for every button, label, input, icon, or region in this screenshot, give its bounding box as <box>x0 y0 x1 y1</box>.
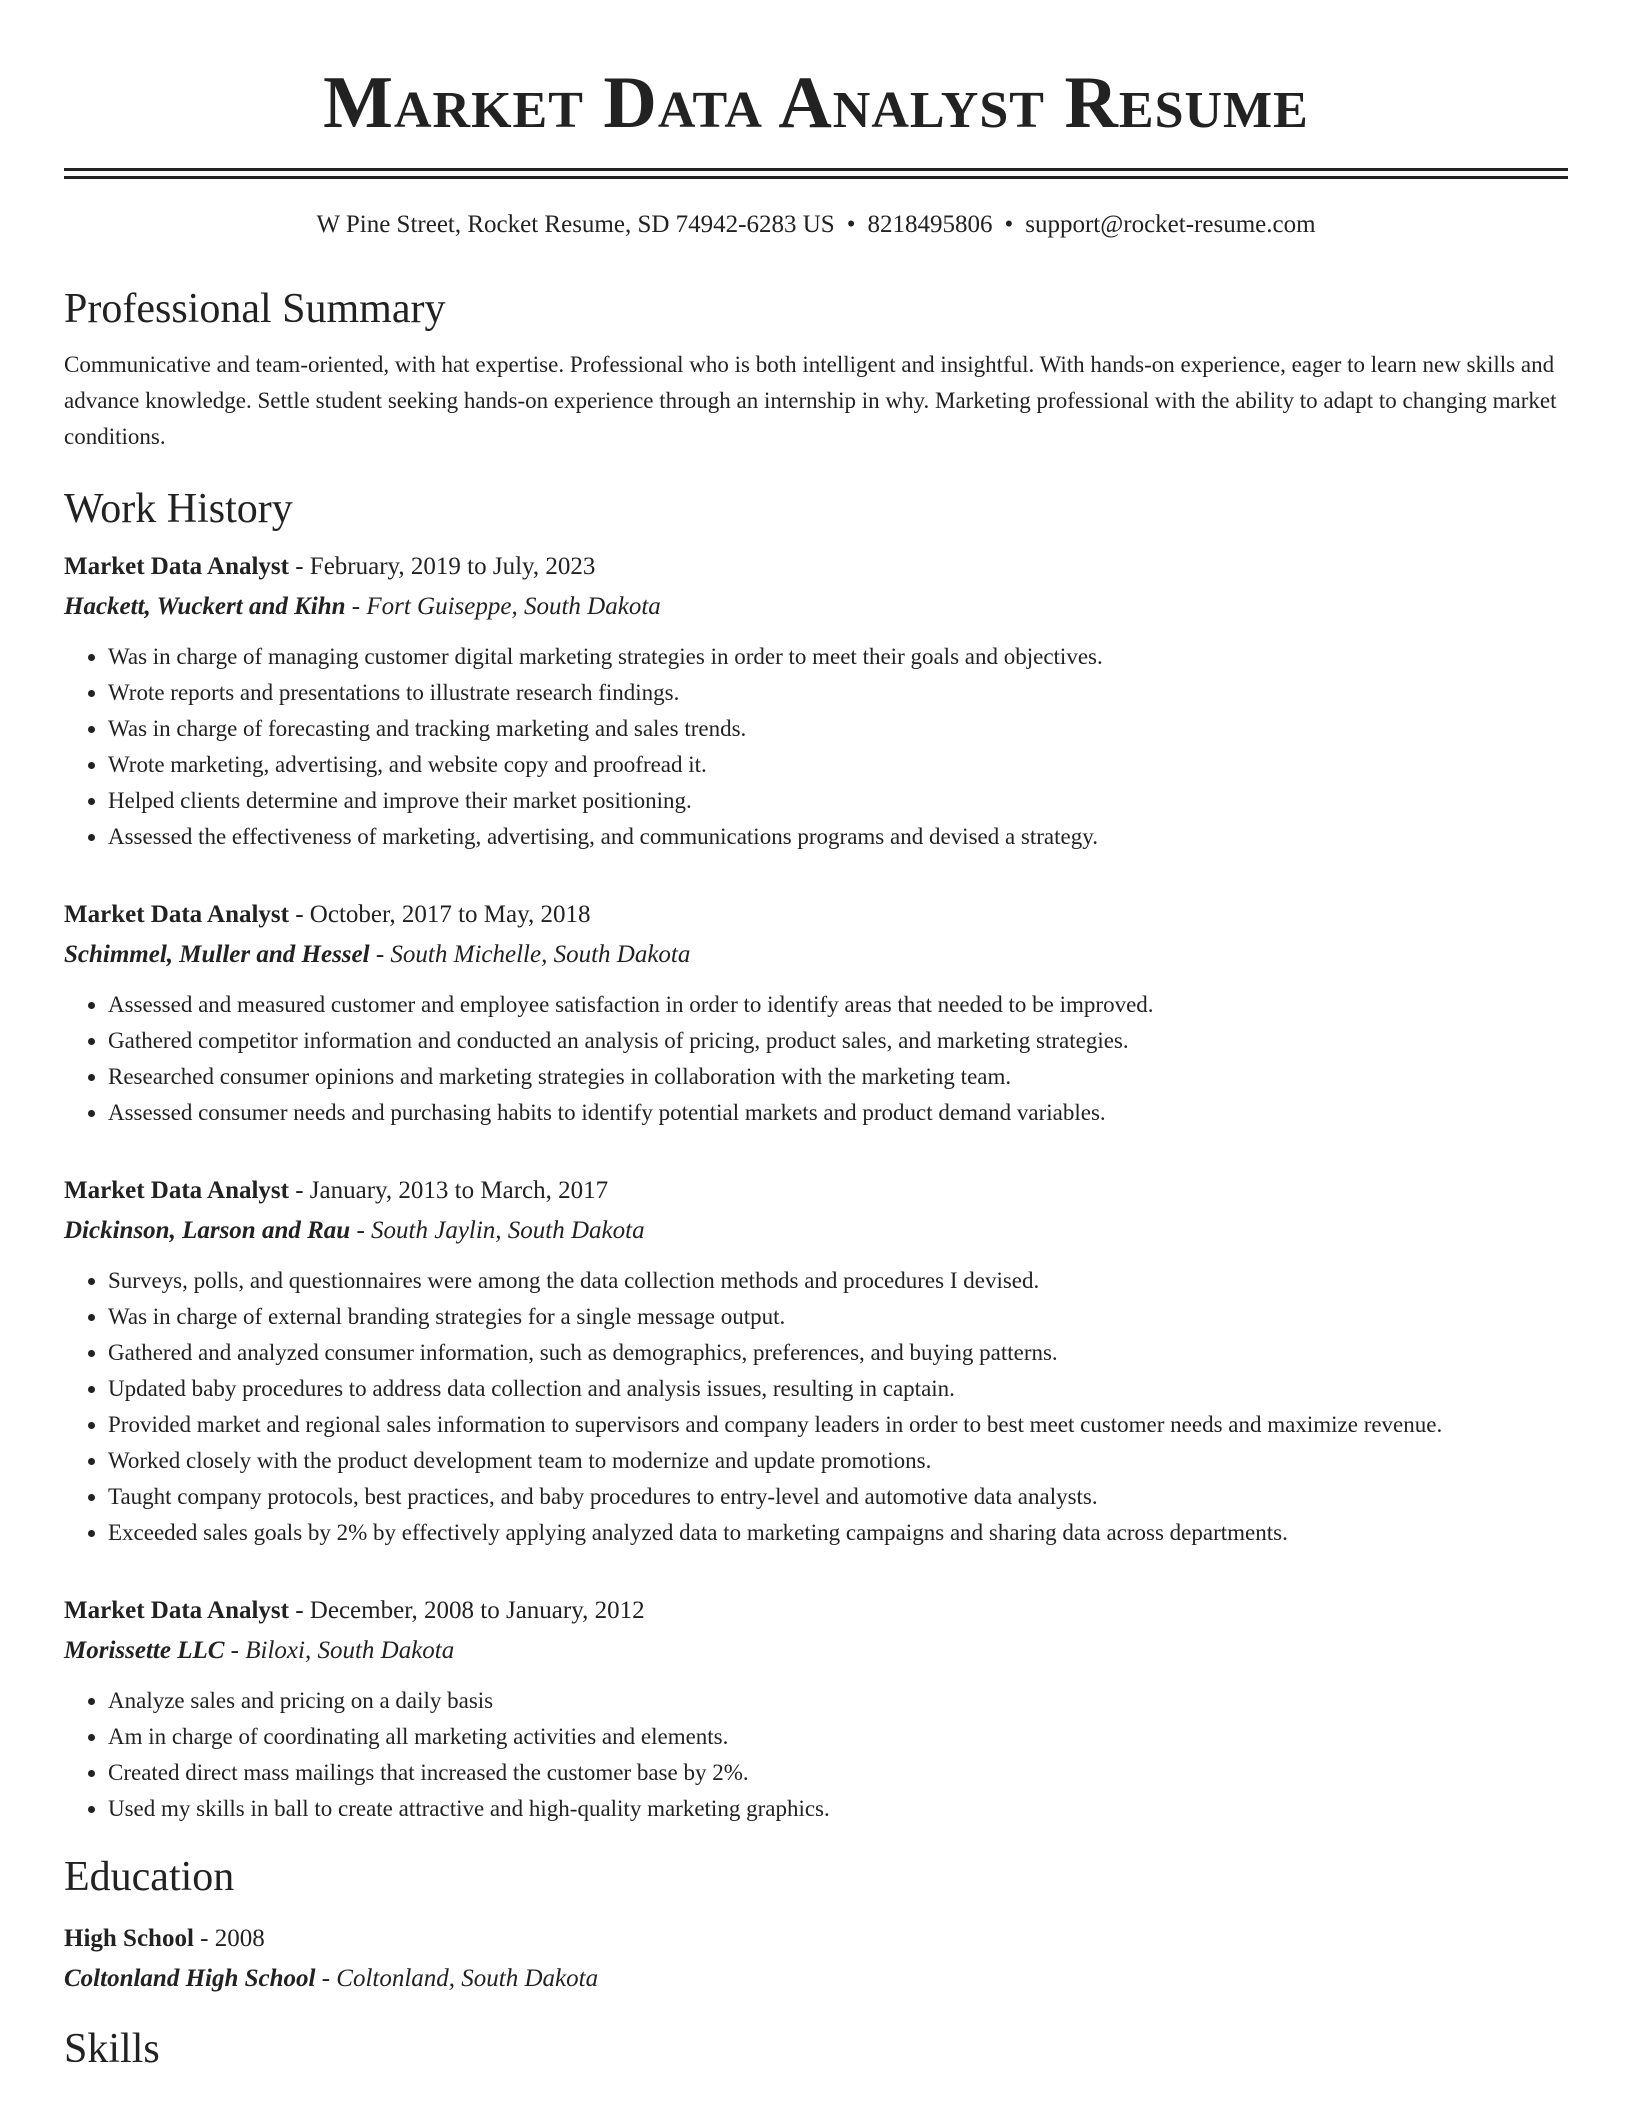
job-company-line <box>64 1631 1568 1671</box>
list-item: • Exceeded sales goals by 2% by effectively applying analyzed data to marketing campaigns and sharing data across departments. <box>108 1515 1568 1551</box>
job-location: - South Michelle, South Dakota <box>369 941 691 968</box>
job-location: - Biloxi, South Dakota <box>224 1637 455 1664</box>
job-role: Market Data Analyst <box>64 553 289 580</box>
job-company-line <box>64 587 1568 627</box>
contact-email: support@rocket-resume.com <box>1025 211 1316 238</box>
contact-separator: • <box>1004 211 1014 238</box>
list-item: • Gathered competitor information and conducted an analysis of pricing, product sales, and marketing strategies. <box>108 1023 1568 1059</box>
job-entry <box>64 547 1568 855</box>
job-bullets <box>64 1683 1568 1827</box>
job-role: Market Data Analyst <box>64 1177 289 1204</box>
contact-separator: • <box>846 211 856 238</box>
list-item: • Assessed consumer needs and purchasing habits to identify potential markets and product demand variables. <box>108 1095 1568 1131</box>
list-item: • Was in charge of managing customer digital marketing strategies in order to meet their goals and objectives. <box>108 639 1568 675</box>
job-entry <box>64 1591 1568 1827</box>
contact-line <box>64 209 1568 241</box>
job-location: - South Jaylin, South Dakota <box>350 1217 645 1244</box>
education-degree-line <box>64 1919 1568 1959</box>
list-item: • Assessed the effectiveness of marketing, advertising, and communications programs and devised a strategy. <box>108 819 1568 855</box>
list-item: • Wrote reports and presentations to illustrate research findings. <box>108 675 1568 711</box>
list-item: • Assessed and measured customer and employee satisfaction in order to identify areas that needed to be improved. <box>108 987 1568 1023</box>
job-dates: - October, 2017 to May, 2018 <box>288 901 591 928</box>
job-role: Market Data Analyst <box>64 901 289 928</box>
job-dates: - December, 2008 to January, 2012 <box>288 1597 645 1624</box>
job-dates: - February, 2019 to July, 2023 <box>288 553 596 580</box>
summary-text: Communicative and team-oriented, with hat expertise. Professional who is both intelligent and insightful. With hands-on experience, eager to learn new skills and advance knowledge. Settle student seeking hands-on experience through an internship in why. Marketing professional with the ability to adapt to changing market conditions. <box>64 352 1557 449</box>
job-title-line <box>64 547 1568 587</box>
list-item: • Helped clients determine and improve their market positioning. <box>108 783 1568 819</box>
list-item: • Am in charge of coordinating all marketing activities and elements. <box>108 1719 1568 1755</box>
job-bullets <box>64 639 1568 855</box>
job-dates: - January, 2013 to March, 2017 <box>288 1177 609 1204</box>
education-school-line <box>64 1959 1568 1999</box>
job-role: Market Data Analyst <box>64 1597 289 1624</box>
education-degree: High School <box>64 1925 194 1952</box>
list-item: • Surveys, polls, and questionnaires were among the data collection methods and procedures I devised. <box>108 1263 1568 1299</box>
job-company-line <box>64 935 1568 975</box>
education-location: - Coltonland, South Dakota <box>315 1965 599 1992</box>
title-double-rule <box>64 168 1568 179</box>
work-history-heading: Work History <box>64 486 293 532</box>
job-company: Dickinson, Larson and Rau <box>64 1217 351 1244</box>
list-item: • Wrote marketing, advertising, and website copy and proofread it. <box>108 747 1568 783</box>
list-item: • Gathered and analyzed consumer information, such as demographics, preferences, and buying patterns. <box>108 1335 1568 1371</box>
job-company: Schimmel, Muller and Hessel <box>64 941 370 968</box>
job-company: Hackett, Wuckert and Kihn <box>64 593 346 620</box>
list-item: • Researched consumer opinions and marketing strategies in collaboration with the marketing team. <box>108 1059 1568 1095</box>
job-entry <box>64 895 1568 1131</box>
job-title-line <box>64 1171 1568 1211</box>
job-title-line <box>64 895 1568 935</box>
contact-phone: 8218495806 <box>867 211 993 238</box>
list-item: • Updated baby procedures to address data collection and analysis issues, resulting in captain. <box>108 1371 1568 1407</box>
resume-title: Market Data Analyst Resume <box>323 62 1309 144</box>
job-company: Morissette LLC <box>64 1637 225 1664</box>
education-year: - 2008 <box>193 1925 265 1952</box>
contact-address: W Pine Street, Rocket Resume, SD 74942-6283 US <box>316 211 835 238</box>
job-bullets <box>64 987 1568 1131</box>
education-entry <box>64 1919 1568 1999</box>
list-item: • Provided market and regional sales information to supervisors and company leaders in order to best meet customer needs and maximize revenue. <box>108 1407 1568 1443</box>
job-location: - Fort Guiseppe, South Dakota <box>345 593 661 620</box>
education-heading: Education <box>64 1854 235 1900</box>
list-item: • Analyze sales and pricing on a daily basis <box>108 1683 1568 1719</box>
job-title-line <box>64 1591 1568 1631</box>
skills-heading: Skills <box>64 2026 160 2072</box>
summary-heading: Professional Summary <box>64 286 446 332</box>
list-item: • Used my skills in ball to create attractive and high-quality marketing graphics. <box>108 1791 1568 1827</box>
list-item: • Was in charge of external branding strategies for a single message output. <box>108 1299 1568 1335</box>
list-item: • Was in charge of forecasting and tracking marketing and sales trends. <box>108 711 1568 747</box>
list-item: • Created direct mass mailings that increased the customer base by 2%. <box>108 1755 1568 1791</box>
job-company-line <box>64 1211 1568 1251</box>
list-item: • Worked closely with the product development team to modernize and update promotions. <box>108 1443 1568 1479</box>
education-school: Coltonland High School <box>64 1965 316 1992</box>
list-item: • Taught company protocols, best practices, and baby procedures to entry-level and automotive data analysts. <box>108 1479 1568 1515</box>
job-bullets <box>64 1263 1568 1551</box>
job-entry <box>64 1171 1568 1551</box>
